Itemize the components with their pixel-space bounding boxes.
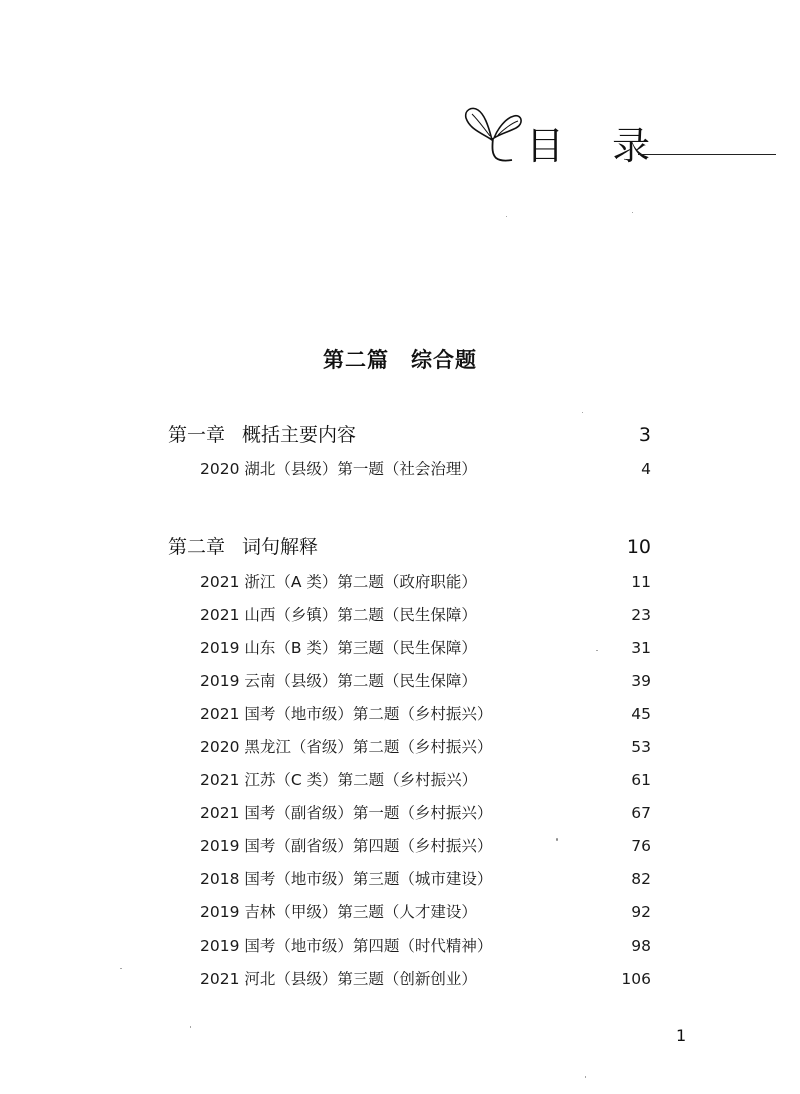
entry-text: 2021 国考（地市级）第二题（乡村振兴） (200, 705, 493, 723)
entry-page: 61 (631, 771, 651, 789)
entry-page: 23 (631, 606, 651, 624)
toc-entry[interactable] (200, 635, 651, 661)
toc-entry[interactable] (200, 767, 651, 793)
entry-page: 82 (631, 870, 651, 888)
page-number: 1 (676, 1026, 687, 1045)
chapter-page: 10 (626, 536, 651, 558)
title-rule (638, 154, 776, 155)
entry-page: 106 (621, 970, 651, 988)
entry-text: 2019 山东（B 类）第三题（民生保障） (200, 639, 477, 657)
entry-text: 2021 山西（乡镇）第二题（民生保障） (200, 606, 477, 624)
toc-entry[interactable] (200, 966, 651, 992)
chapter-name: 词句解释 (242, 536, 319, 558)
entry-page: 11 (631, 573, 651, 591)
chapter-heading[interactable] (168, 532, 651, 562)
scan-speck (120, 968, 122, 969)
toc-entry[interactable] (200, 602, 651, 628)
entry-text: 2019 国考（副省级）第四题（乡村振兴） (200, 837, 493, 855)
entry-text: 2021 江苏（C 类）第二题（乡村振兴） (200, 771, 478, 789)
toc-entry[interactable] (200, 899, 651, 925)
chapter-heading[interactable] (168, 420, 651, 450)
entry-text: 2020 黑龙江（省级）第二题（乡村振兴） (200, 738, 493, 756)
scan-speck (190, 1026, 191, 1028)
toc-entry[interactable] (200, 866, 651, 892)
entry-page: 98 (631, 937, 651, 955)
scan-speck (596, 650, 598, 651)
entry-text: 2021 河北（县级）第三题（创新创业） (200, 970, 477, 988)
scan-speck (506, 216, 507, 217)
toc-entry[interactable] (200, 734, 651, 760)
toc-entry[interactable] (200, 569, 651, 595)
entry-text: 2019 吉林（甲级）第三题（人才建设） (200, 903, 477, 921)
toc-entry[interactable] (200, 833, 651, 859)
chapter-label: 第一章 (168, 424, 226, 446)
chapter-label: 第二章 (168, 536, 226, 558)
toc-header (462, 104, 778, 174)
chapter-page: 3 (638, 424, 651, 446)
entry-page: 53 (631, 738, 651, 756)
part-title: 第二篇 综合题 (323, 348, 477, 372)
entry-text: 2019 云南（县级）第二题（民生保障） (200, 672, 477, 690)
scan-speck (582, 412, 583, 413)
scan-speck (556, 838, 558, 841)
toc-entry[interactable] (200, 456, 651, 482)
entry-text: 2021 浙江（A 类）第二题（政府职能） (200, 573, 477, 591)
entry-page: 67 (631, 804, 651, 822)
toc-entry[interactable] (200, 701, 651, 727)
toc-entry[interactable] (200, 800, 651, 826)
entry-text: 2020 湖北（县级）第一题（社会治理） (200, 460, 477, 478)
scan-speck (585, 1076, 586, 1078)
chapter-name: 概括主要内容 (242, 424, 357, 446)
toc-entry[interactable] (200, 668, 651, 694)
toc-entry[interactable] (200, 933, 651, 959)
entry-text: 2021 国考（副省级）第一题（乡村振兴） (200, 804, 493, 822)
entry-page: 76 (631, 837, 651, 855)
scan-speck (632, 212, 633, 213)
entry-page: 39 (631, 672, 651, 690)
page-title: 目 录 (526, 124, 669, 168)
entry-page: 92 (631, 903, 651, 921)
entry-page: 31 (631, 639, 651, 657)
entry-page: 45 (631, 705, 651, 723)
entry-text: 2019 国考（地市级）第四题（时代精神） (200, 937, 493, 955)
entry-text: 2018 国考（地市级）第三题（城市建设） (200, 870, 493, 888)
entry-page: 4 (641, 460, 651, 478)
sprout-icon (462, 104, 524, 168)
